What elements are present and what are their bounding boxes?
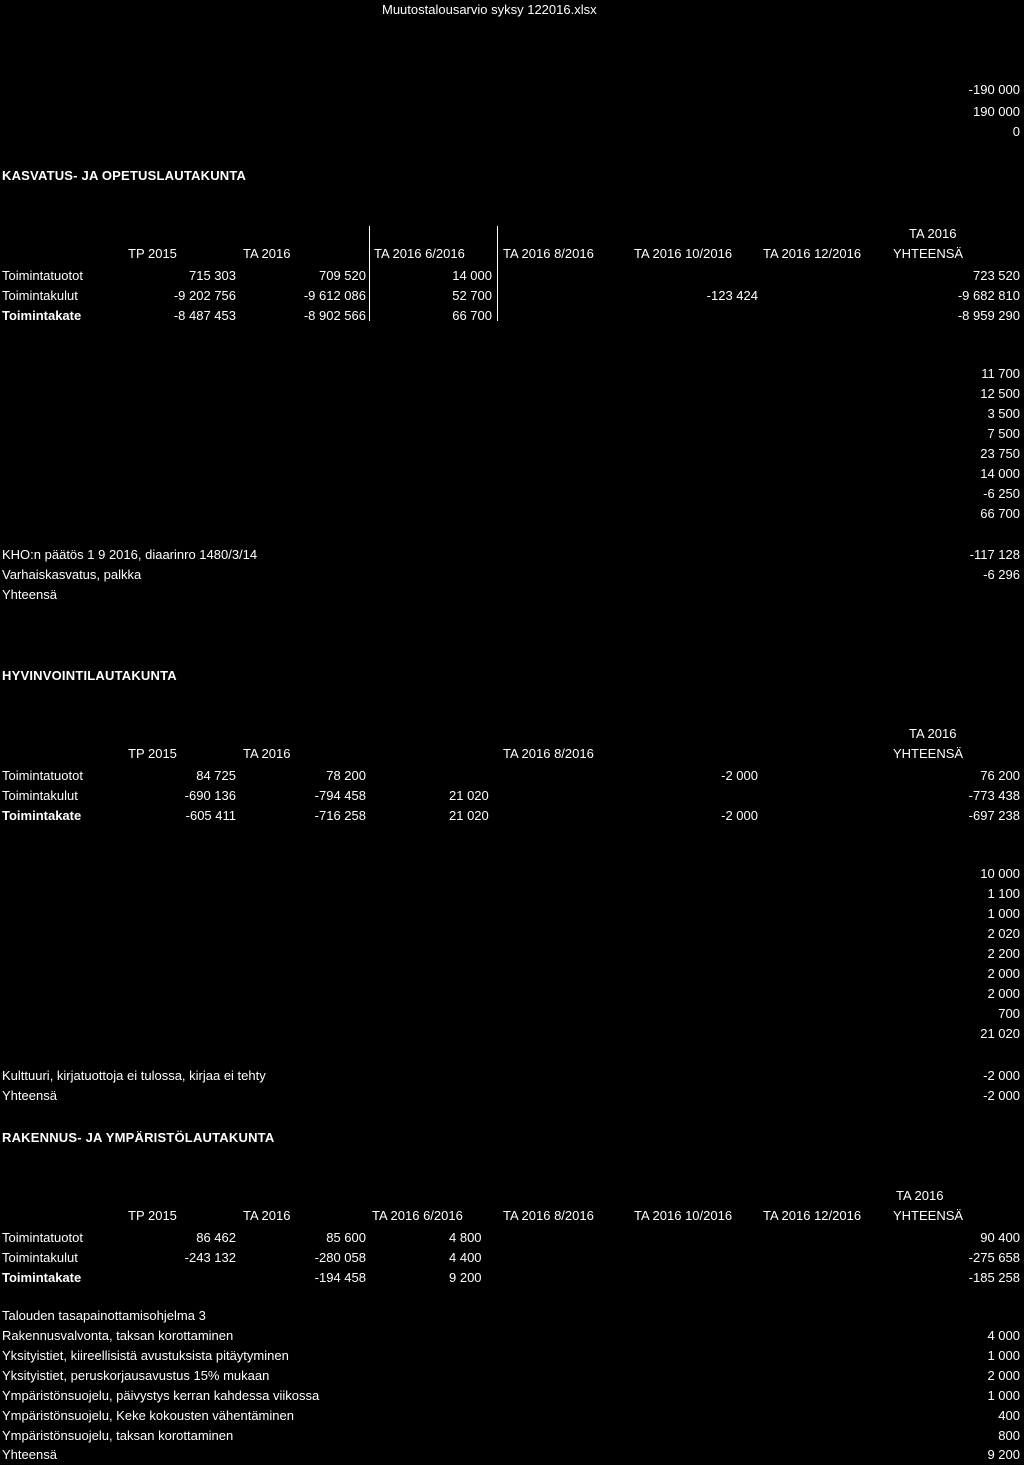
col-header: TA 2016 12/2016	[763, 1208, 862, 1223]
note-label: Yksityistiet, peruskorjausavustus 15% mukaan	[2, 1368, 270, 1383]
cell: 14 000	[452, 268, 492, 283]
note-label: Ympäristönsuojelu, Keke kokousten vähentäminen	[2, 1408, 294, 1423]
row-label: Toimintakate	[2, 308, 82, 323]
cell: -2 000	[721, 808, 758, 823]
col-header: TP 2015	[128, 246, 177, 261]
cell: -773 438	[968, 788, 1020, 803]
note-label: Yhteensä	[2, 1447, 57, 1462]
note-value: -6 296	[983, 567, 1020, 582]
cell: 52 700	[452, 288, 492, 303]
col-header: TA 2016	[243, 1208, 291, 1223]
cell: -9 682 810	[957, 288, 1020, 303]
note-label: Talouden tasapainottamisohjelma 3	[2, 1308, 206, 1323]
col-header: TA 2016	[243, 246, 291, 261]
cell: 4 800	[449, 1230, 482, 1245]
note-value: -2 000	[983, 1088, 1020, 1103]
detail-value: 700	[998, 1006, 1020, 1021]
cell: -690 136	[184, 788, 236, 803]
cell: 21 020	[449, 808, 489, 823]
file-title: Muutostalousarvio syksy 122016.xlsx	[382, 2, 597, 17]
cell: -2 000	[721, 768, 758, 783]
note-value: -117 128	[969, 547, 1020, 562]
detail-value: 11 700	[981, 366, 1020, 381]
note-label: Ympäristönsuojelu, taksan korottaminen	[2, 1428, 234, 1443]
detail-value: 12 500	[980, 386, 1020, 401]
row-label: Toimintakate	[2, 1270, 82, 1285]
note-value: 9 200	[987, 1447, 1020, 1462]
cell: 21 020	[449, 788, 489, 803]
col-header: TA 2016 12/2016	[763, 246, 862, 261]
detail-value: 66 700	[980, 506, 1020, 521]
detail-value: 14 000	[980, 466, 1020, 481]
cell: -9 612 086	[303, 288, 366, 303]
col-header: TA 2016 8/2016	[503, 1208, 594, 1223]
row-label: Toimintakulut	[2, 1250, 78, 1265]
cell: -8 902 566	[303, 308, 366, 323]
col-header: YHTEENSÄ	[893, 246, 964, 261]
col-header-total-top: TA 2016	[909, 726, 957, 741]
note-label: Yhteensä	[2, 1088, 57, 1103]
cell: 85 600	[326, 1230, 366, 1245]
detail-value: 7 500	[987, 426, 1020, 441]
col-header: TA 2016 6/2016	[374, 246, 465, 261]
cell: -605 411	[185, 808, 236, 823]
note-value: 1 000	[987, 1388, 1020, 1403]
row-label: Toimintakulut	[2, 288, 78, 303]
col-header: TA 2016 8/2016	[503, 746, 594, 761]
cell: 709 520	[319, 268, 366, 283]
column-separator	[369, 226, 370, 321]
note-value: -2 000	[983, 1068, 1020, 1083]
col-header: TA 2016	[243, 746, 291, 761]
cell: 715 303	[189, 268, 236, 283]
col-header: TA 2016 10/2016	[634, 246, 733, 261]
cell: -794 458	[314, 788, 366, 803]
cell: 76 200	[980, 768, 1020, 783]
cell: -194 458	[314, 1270, 366, 1285]
cell: 723 520	[973, 268, 1020, 283]
cell: -280 058	[314, 1250, 366, 1265]
cell: 9 200	[449, 1270, 482, 1285]
note-value: 4 000	[987, 1328, 1020, 1343]
cell: -243 132	[184, 1250, 236, 1265]
section-heading-rakennus: RAKENNUS- JA YMPÄRISTÖLAUTAKUNTA	[2, 1130, 275, 1145]
cell: 66 700	[452, 308, 492, 323]
note-label: Yksityistiet, kiireellisistä avustuksista pitäytyminen	[2, 1348, 289, 1363]
cell: -8 959 290	[957, 308, 1020, 323]
cell: -123 424	[706, 288, 758, 303]
detail-value: 23 750	[980, 446, 1020, 461]
col-header: TA 2016 10/2016	[634, 1208, 733, 1223]
detail-value: 2 000	[987, 986, 1020, 1001]
top-value: 190 000	[973, 104, 1020, 119]
col-header: TP 2015	[128, 1208, 177, 1223]
section-heading-kasvatus: KASVATUS- JA OPETUSLAUTAKUNTA	[2, 168, 247, 183]
cell: -9 202 756	[173, 288, 236, 303]
col-header-total-top: TA 2016	[896, 1188, 944, 1203]
row-label: Toimintatuotot	[2, 268, 83, 283]
detail-value: 21 020	[980, 1026, 1020, 1041]
note-label: Varhaiskasvatus, palkka	[2, 567, 142, 582]
detail-value: 2 000	[987, 966, 1020, 981]
cell: -275 658	[968, 1250, 1020, 1265]
row-label: Toimintakulut	[2, 788, 78, 803]
row-label: Toimintakate	[2, 808, 82, 823]
detail-value: -6 250	[983, 486, 1020, 501]
col-header-total-top: TA 2016	[909, 226, 957, 241]
cell: -716 258	[314, 808, 366, 823]
top-value: -190 000	[968, 82, 1020, 97]
detail-value: 1 000	[987, 906, 1020, 921]
section-heading-hyvinvointi: HYVINVOINTILAUTAKUNTA	[2, 668, 177, 683]
col-header: YHTEENSÄ	[893, 1208, 964, 1223]
cell: 90 400	[980, 1230, 1020, 1245]
col-header: TA 2016 6/2016	[372, 1208, 463, 1223]
note-label: Rakennusvalvonta, taksan korottaminen	[2, 1328, 234, 1343]
row-label: Toimintatuotot	[2, 768, 83, 783]
col-header: TA 2016 8/2016	[503, 246, 594, 261]
col-header: TP 2015	[128, 746, 177, 761]
detail-value: 1 100	[987, 886, 1020, 901]
col-header: YHTEENSÄ	[893, 746, 964, 761]
note-value: 400	[998, 1408, 1020, 1423]
cell: 84 725	[196, 768, 236, 783]
note-value: 1 000	[987, 1348, 1020, 1363]
note-value: 800	[998, 1428, 1020, 1443]
cell: 86 462	[196, 1230, 236, 1245]
cell: -185 258	[968, 1270, 1020, 1285]
detail-value: 3 500	[987, 406, 1020, 421]
cell: -8 487 453	[173, 308, 236, 323]
detail-value: 2 200	[987, 946, 1020, 961]
note-label: Kulttuuri, kirjatuottoja ei tulossa, kirjaa ei tehty	[2, 1068, 266, 1083]
cell: 4 400	[449, 1250, 482, 1265]
cell: 78 200	[326, 768, 366, 783]
note-label: KHO:n päätös 1 9 2016, diaarinro 1480/3/14	[2, 547, 258, 562]
note-value: 2 000	[987, 1368, 1020, 1383]
note-label: Ympäristönsuojelu, päivystys kerran kahdessa viikossa	[2, 1388, 320, 1403]
row-label: Toimintatuotot	[2, 1230, 83, 1245]
detail-value: 2 020	[987, 926, 1020, 941]
top-value: 0	[1012, 124, 1020, 139]
cell: -697 238	[968, 808, 1020, 823]
note-label: Yhteensä	[2, 587, 57, 602]
detail-value: 10 000	[980, 866, 1020, 881]
column-separator	[497, 226, 498, 321]
